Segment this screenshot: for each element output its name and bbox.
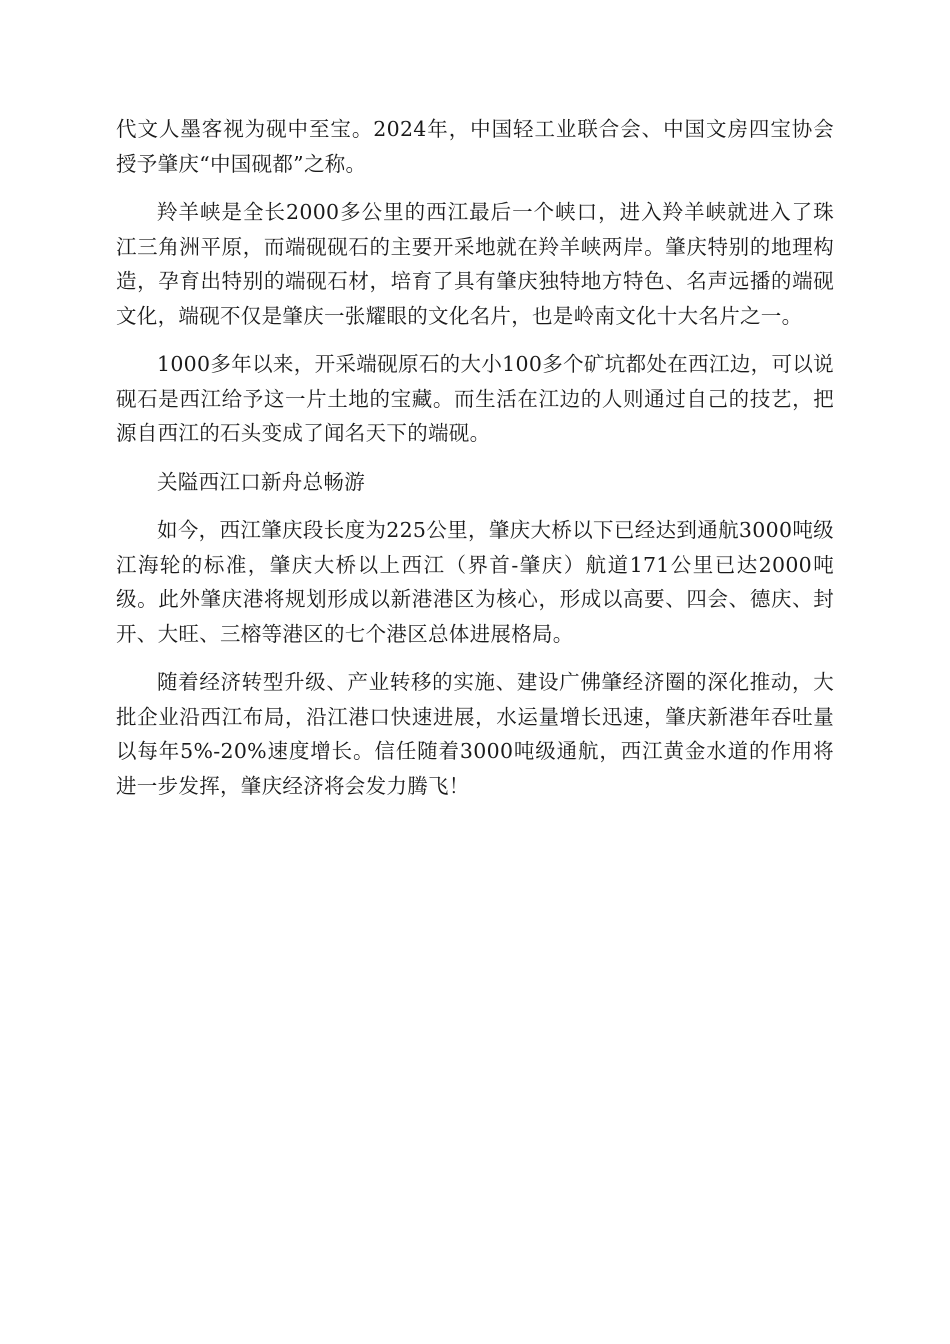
paragraph-continuation: 代文人墨客视为砚中至宝。2024年，中国轻工业联合会、中国文房四宝协会授予肇庆“中国砚都”之称。 [116,117,834,176]
paragraph-economic-development: 随着经济转型升级、产业转移的实施、建设广佛肇经济圈的深化推动，大批企业沿西江布局，沿江港口快速进展，水运量增长迅速，肇庆新港年吞吐量以每年5%-20%速度增长。信任随着3000吨级通航，西江黄金水道的作用将进一步发挥，肇庆经济将会发力腾飞！ [116,670,834,798]
paragraph-xijiang-navigation: 如今，西江肇庆段长度为225公里，肇庆大桥以下已经达到通航3000吨级江海轮的标准，肇庆大桥以上西江（界首-肇庆）航道171公里已达2000吨级。此外肇庆港将规划形成以新港港区为核心，形成以高要、四会、德庆、封开、大旺、三榕等港区的七个港区总体进展格局。 [116,518,834,646]
paragraph-inkstone-mines: 1000多年以来，开采端砚原石的大小100多个矿坑都处在西江边，可以说砚石是西江给予这一片土地的宝藏。而生活在江边的人则通过自己的技艺，把源自西江的石头变成了闻名天下的端砚。 [116,352,834,445]
document-body [116,112,834,817]
paragraph-lingyang-gorge: 羚羊峡是全长2000多公里的西江最后一个峡口，进入羚羊峡就进入了珠江三角洲平原，而端砚砚石的主要开采地就在羚羊峡两岸。肇庆特别的地理构造，孕育出特别的端砚石材，培育了具有肇庆独特地方特色、名声远播的端砚文化，端砚不仅是肇庆一张耀眼的文化名片，也是岭南文化十大名片之一。 [116,200,834,328]
section-heading: 关隘西江口新舟总畅游 [157,469,365,494]
